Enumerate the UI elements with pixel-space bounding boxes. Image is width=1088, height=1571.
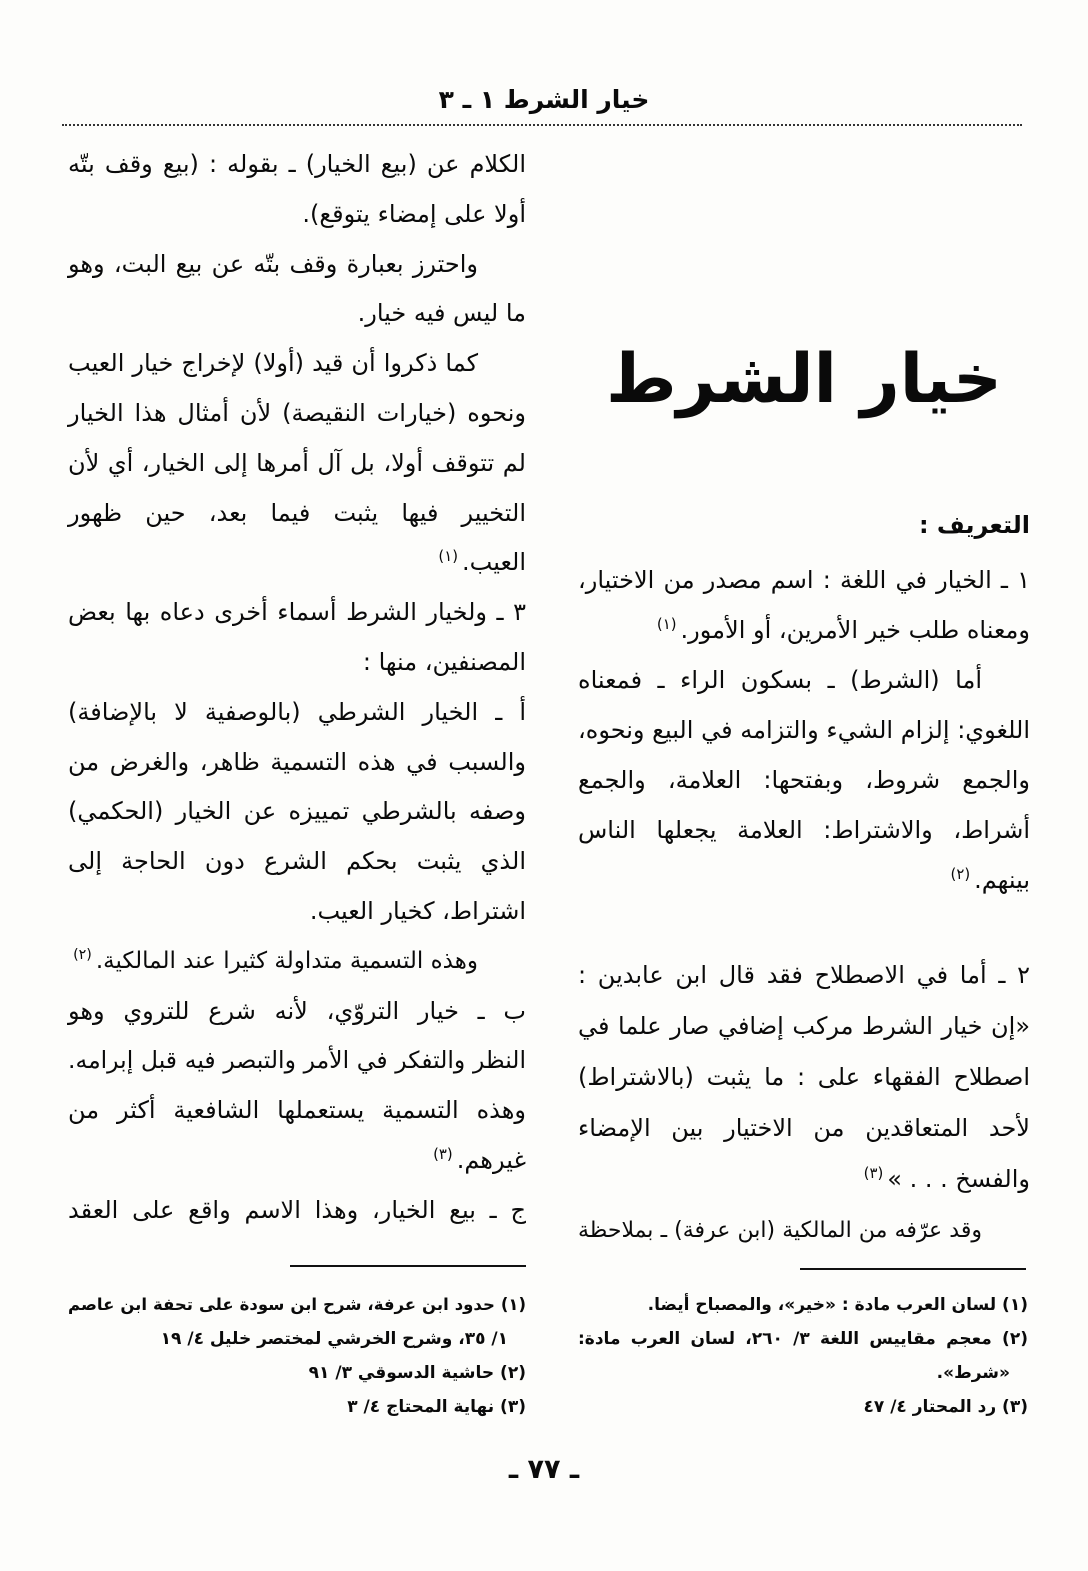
text-line: (١) حدود ابن عرفة، شرح ابن سودة على تحفة ابن عاصم [68,1295,526,1314]
text-line: اشتراط، كخيار العيب. [309,896,526,925]
text-line: أما (الشرط) ـ بسكون الراء ـ فمعناه [578,666,982,694]
text-line: ١ ـ الخيار في اللغة : اسم مصدر من الاختيار، [578,566,1030,594]
footnote [68,1356,526,1390]
text-line [68,538,526,588]
line-text: ومعناه طلب خير الأمرين، أو الأمور. [680,616,1030,644]
text-line [578,1154,1030,1205]
footnote-marker: (١) [656,615,677,633]
text-line: والسبب في هذه التسمية ظاهر، والغرض من [68,747,526,776]
text-line: واحترز بعبارة وقف بتّه عن بيع البت، وهو [68,249,478,278]
section-heading: التعريف : [918,511,1030,539]
text-line: الكلام عن (بيع الخيار) ـ بقوله : (بيع وقف بتّه [68,150,526,178]
paragraph [68,140,526,240]
paragraph [68,688,526,937]
text-line: ١/ ٣٥، وشرح الخرشي لمختصر خليل ٤/ ١٩ [160,1329,508,1349]
paragraph [578,1205,1030,1256]
line-text: وهذه التسمية متداولة كثيرا عند المالكية. [95,947,478,974]
text-line: (٣) رد المحتار ٤/ ٤٧ [863,1397,1028,1417]
article-title: خيار الشرط [605,340,1003,419]
footnote [578,1288,1028,1322]
paragraph [68,987,526,1186]
text-line: ج ـ بيع الخيار، وهذا الاسم واقع على العقد [68,1195,526,1224]
footnote-marker: (٣) [433,1144,453,1163]
footnote-separator-left [290,1265,526,1267]
text-line: أولا على إمضاء يتوقع). [302,199,526,228]
text-line [68,937,526,987]
line-text: والفسخ . . . » [887,1165,1030,1193]
text-line: ٣ ـ ولخيار الشرط أسماء أخرى دعاه بها بعض [68,598,526,627]
footnote [578,1390,1028,1424]
right-column-terminology [578,950,1030,1256]
left-footnotes [68,1288,526,1424]
left-column-body [68,140,526,1236]
text-line: (٢) معجم مقاييس اللغة ٣/ ٢٦٠، لسان العرب مادة: [578,1329,1028,1349]
header-rule [62,124,1022,126]
line-text: العيب. [462,548,526,577]
text-line [578,855,1030,905]
text-line: كما ذكروا أن قيد (أولا) لإخراج خيار العيب [68,349,478,378]
text-line: التخيير فيها يثبت فيما بعد، حين ظهور [68,498,526,527]
text-line: ما ليس فيه خيار. [357,299,526,328]
text-line: ب ـ خيار التروّي، لأنه شرع للتروي وهو [68,996,526,1025]
text-line: ونحوه (خيارات النقيصة) لأن أمثال هذا الخيار [68,398,526,427]
right-footnotes [578,1288,1028,1424]
text-line: اصطلاح الفقهاء على : ما يثبت (بالاشتراط) [578,1063,1030,1091]
text-line: المصنفين، منها : [362,647,526,676]
footnote-marker: (٢) [950,865,971,883]
paragraph [68,588,526,688]
footnote-separator-right [800,1268,1026,1270]
text-line: اللغوي: إلزام الشيء والتزامه في البيع ونحوه، [578,716,1030,744]
paragraph [68,937,526,987]
text-line: لأحد المتعاقدين من الاختيار بين الإمضاء [578,1114,1030,1142]
footnote [68,1288,526,1356]
text-line: أشراط، والاشتراط: العلامة يجعلها الناس [578,816,1030,844]
text-line [578,605,1030,655]
paragraph [578,950,1030,1205]
footnote-marker: (٢) [73,947,92,964]
paragraph [578,555,1030,655]
page-number: ـ ٧٧ ـ [508,1454,580,1485]
text-line: «إن خيار الشرط مركب إضافي صار علما في [578,1012,1030,1040]
text-line: النظر والتفكر في الأمر والتبصر فيه قبل إبرامه. [68,1046,526,1075]
paragraph [68,240,526,340]
text-line: والجمع شروط، وبفتحها: العلامة، والجمع [578,766,1030,794]
text-line: الذي يثبت بحكم الشرع دون الحاجة إلى [68,847,526,876]
right-column-definition [578,555,1030,905]
footnote [68,1390,526,1424]
text-line: لم تتوقف أولا، بل آل أمرها إلى الخيار، أي لأن [68,448,526,477]
text-line: «شرط». [936,1363,1010,1383]
footnote [578,1322,1028,1390]
text-line: أ ـ الخيار الشرطي (بالوصفية لا بالإضافة) [68,697,526,726]
line-text: غيرهم. [456,1145,526,1174]
text-line: وهذه التسمية يستعملها الشافعية أكثر من [68,1096,526,1125]
text-line: (٢) حاشية الدسوقي ٣/ ٩١ [308,1363,526,1383]
text-line: وقد عرّفه من المالكية (ابن عرفة) ـ بملاحظة [578,1218,982,1243]
text-line: ٢ ـ أما في الاصطلاح فقد قال ابن عابدين : [578,961,1030,989]
text-line: (٣) نهاية المحتاج ٤/ ٣ [347,1397,526,1417]
text-line: (١) لسان العرب مادة : «خير»، والمصباح أيضا. [647,1295,1028,1315]
paragraph [68,339,526,588]
footnote-marker: (٣) [863,1164,884,1182]
line-text: بينهم. [974,866,1030,894]
footnote-marker: (١) [438,547,458,566]
text-line: وصفه بالشرطي تمييزه عن الخيار (الحكمي) [68,797,526,826]
paragraph [68,1186,526,1236]
paragraph [578,655,1030,905]
running-header: خيار الشرط ١ ـ ٣ [438,85,650,114]
text-line [68,1136,526,1186]
